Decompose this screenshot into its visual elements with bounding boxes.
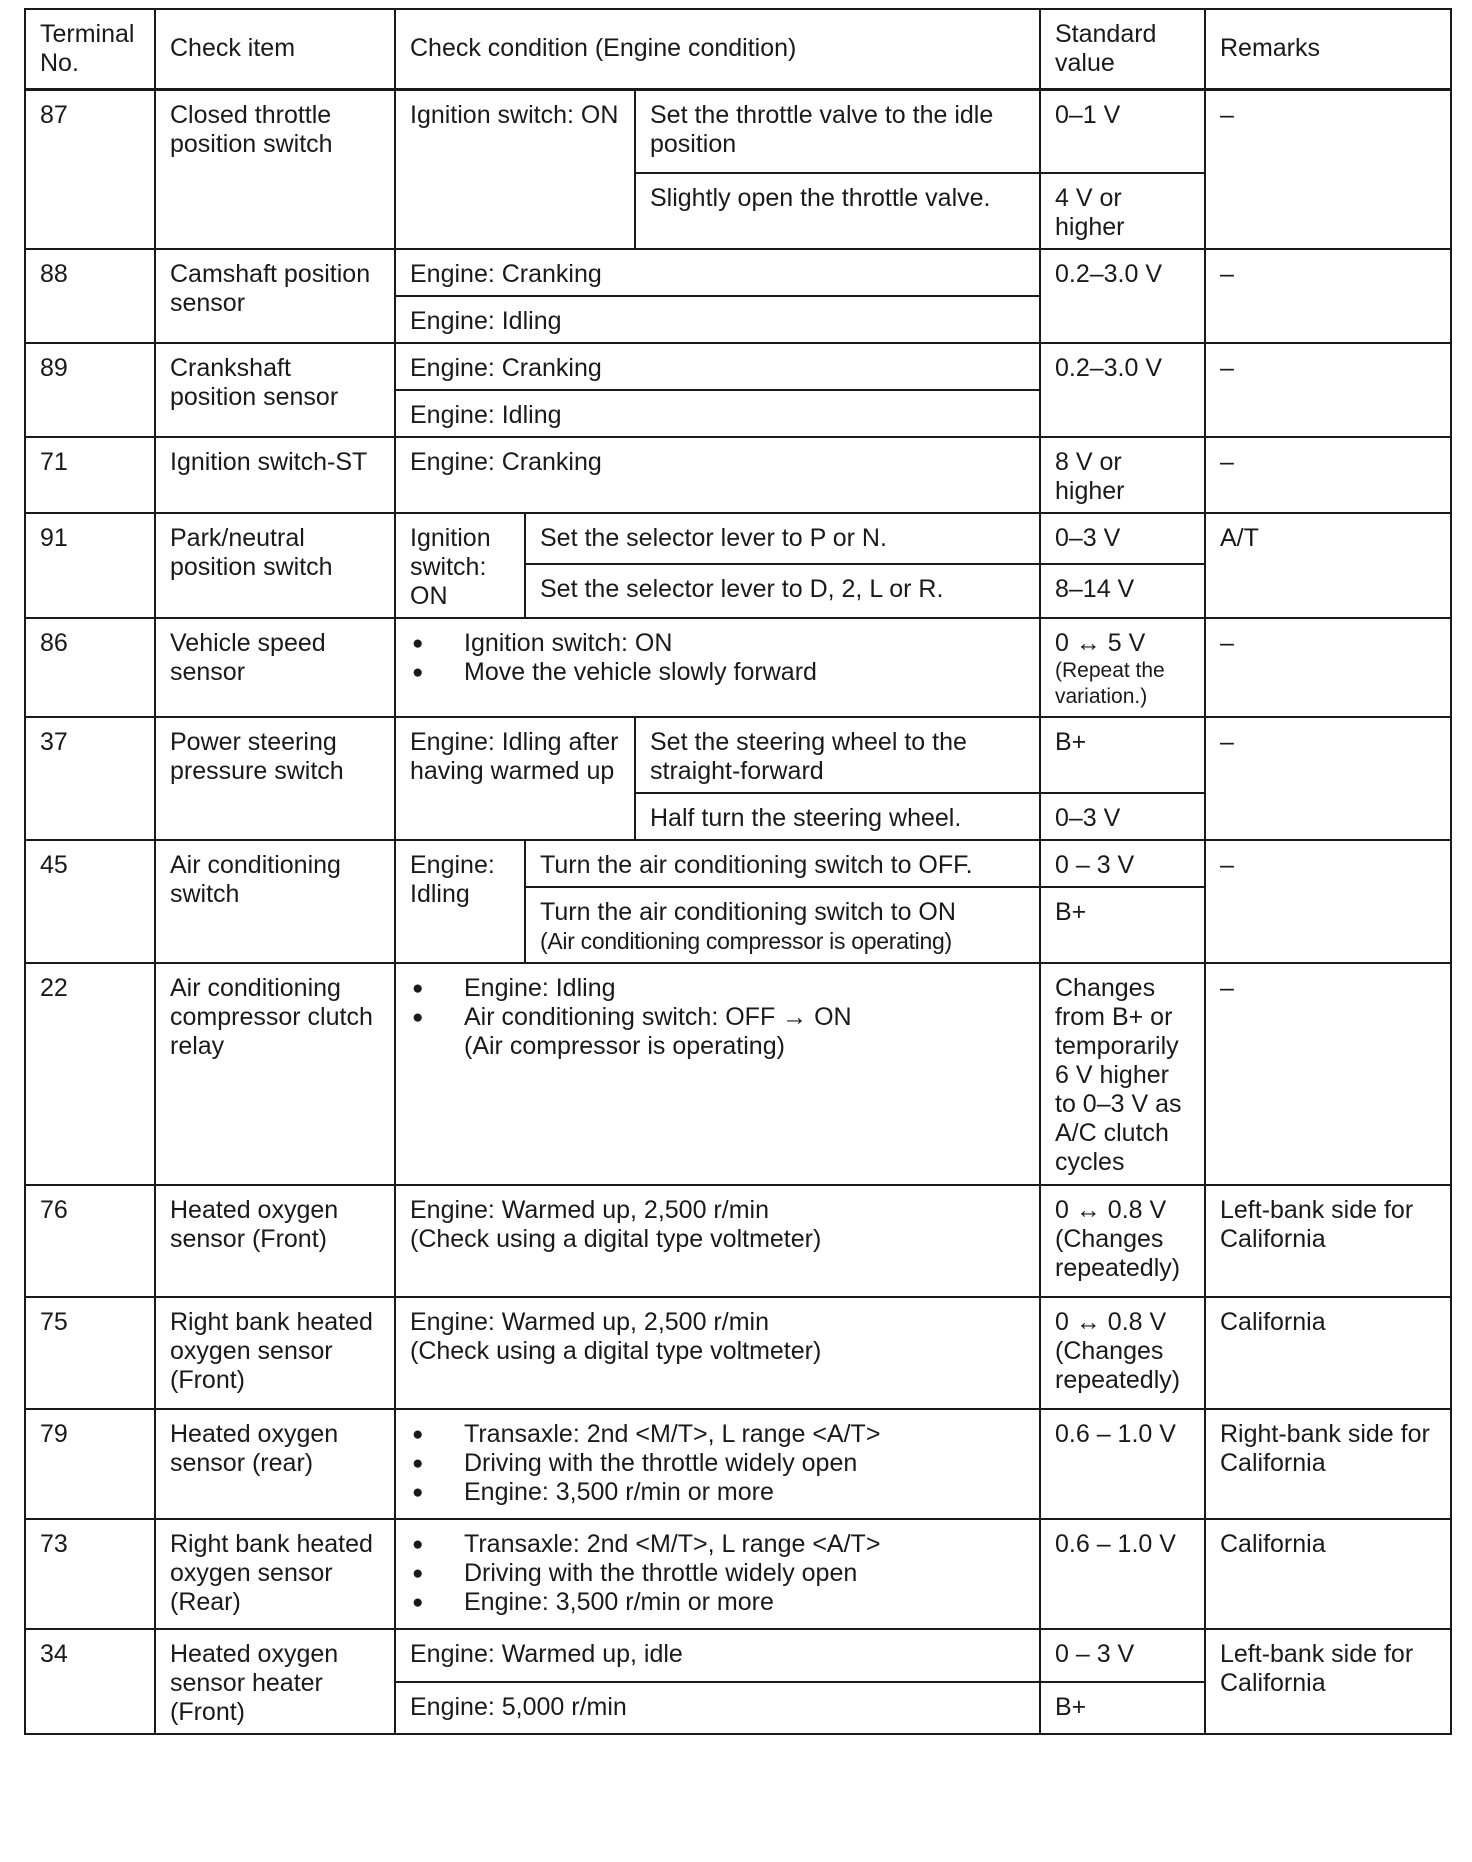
remarks: Left-bank side for California bbox=[1205, 1185, 1451, 1297]
terminal-no: 87 bbox=[25, 89, 155, 249]
check-condition bbox=[395, 1185, 1040, 1297]
list-item: ● Engine: 3,500 r/min or more bbox=[410, 1478, 1025, 1507]
check-condition bbox=[395, 1409, 1040, 1519]
check-item: Heated oxygen sensor heater (Front) bbox=[155, 1629, 395, 1734]
remarks: – bbox=[1205, 717, 1451, 840]
terminal-no: 88 bbox=[25, 249, 155, 343]
standard-value: 0–3 V bbox=[1040, 513, 1205, 564]
check-item: Air conditioning switch bbox=[155, 840, 395, 963]
terminal-no: 73 bbox=[25, 1519, 155, 1629]
check-condition: Engine: Cranking bbox=[395, 343, 1040, 390]
list-item: ● Air conditioning switch: OFF → ON bbox=[410, 1003, 1025, 1032]
table-row bbox=[25, 1629, 1451, 1682]
standard-value: 0 – 3 V bbox=[1040, 840, 1205, 887]
table-row bbox=[25, 1409, 1451, 1519]
standard-value: 0 ↔ 0.8 V (Changes repeatedly) bbox=[1040, 1185, 1205, 1297]
standard-value: 0.6 – 1.0 V bbox=[1040, 1409, 1205, 1519]
check-condition bbox=[395, 618, 1040, 717]
condition-note: (Check using a digital type voltmeter) bbox=[410, 1337, 822, 1365]
check-condition: Engine: Warmed up, idle bbox=[395, 1629, 1040, 1682]
standard-value bbox=[1040, 618, 1205, 717]
table-row bbox=[25, 249, 1451, 296]
remarks: California bbox=[1205, 1519, 1451, 1629]
remarks: A/T bbox=[1205, 513, 1451, 618]
remarks: – bbox=[1205, 249, 1451, 343]
remarks: – bbox=[1205, 618, 1451, 717]
sub-condition: Set the throttle valve to the idle position bbox=[635, 89, 1040, 173]
condition-note: (Air compressor is operating) bbox=[464, 1032, 785, 1060]
table-row bbox=[25, 840, 1451, 887]
sub-condition: Set the steering wheel to the straight-forward bbox=[635, 717, 1040, 793]
check-condition: Engine: 5,000 r/min bbox=[395, 1682, 1040, 1735]
terminal-no: 89 bbox=[25, 343, 155, 437]
standard-value: B+ bbox=[1040, 717, 1205, 793]
sub-condition: Set the selector lever to D, 2, L or R. bbox=[525, 564, 1040, 618]
condition-note: (Check using a digital type voltmeter) bbox=[410, 1225, 822, 1253]
table-row bbox=[25, 437, 1451, 513]
terminal-no: 71 bbox=[25, 437, 155, 513]
check-condition: Ignition switch: ON bbox=[395, 89, 635, 249]
header-remarks: Remarks bbox=[1205, 9, 1451, 89]
check-item: Park/neutral position switch bbox=[155, 513, 395, 618]
terminal-no: 76 bbox=[25, 1185, 155, 1297]
check-condition: Engine: Idling bbox=[395, 840, 525, 963]
check-condition: Engine: Cranking bbox=[395, 437, 1040, 513]
terminal-no: 86 bbox=[25, 618, 155, 717]
sub-condition: Set the selector lever to P or N. bbox=[525, 513, 1040, 564]
check-item: Camshaft position sensor bbox=[155, 249, 395, 343]
check-item: Heated oxygen sensor (Front) bbox=[155, 1185, 395, 1297]
check-item: Ignition switch-ST bbox=[155, 437, 395, 513]
list-item: ● Engine: Idling bbox=[410, 974, 1025, 1003]
terminal-no: 75 bbox=[25, 1297, 155, 1409]
header-terminal: Terminal No. bbox=[25, 9, 155, 89]
table-row bbox=[25, 1519, 1451, 1629]
list-item: ● Engine: 3,500 r/min or more bbox=[410, 1588, 1025, 1617]
bullet-list bbox=[410, 1530, 1025, 1617]
remarks: Left-bank side for California bbox=[1205, 1629, 1451, 1734]
standard-value: 8–14 V bbox=[1040, 564, 1205, 618]
standard-value: 0 ↔ 0.8 V (Changes repeatedly) bbox=[1040, 1297, 1205, 1409]
terminal-no: 37 bbox=[25, 717, 155, 840]
table-row bbox=[25, 1297, 1451, 1409]
check-item: Right bank heated oxygen sensor (Front) bbox=[155, 1297, 395, 1409]
header-check-condition: Check condition (Engine condition) bbox=[395, 9, 1040, 89]
standard-value: 0–1 V bbox=[1040, 89, 1205, 173]
standard-value: Changes from B+ or temporarily 6 V higher to 0–3 V as A/C clutch cycles bbox=[1040, 963, 1205, 1185]
check-item: Vehicle speed sensor bbox=[155, 618, 395, 717]
bullet-list bbox=[410, 1420, 1025, 1507]
bullet-list bbox=[410, 974, 1025, 1032]
terminal-no: 34 bbox=[25, 1629, 155, 1734]
check-condition: Engine: Cranking bbox=[395, 249, 1040, 296]
check-item: Air conditioning compressor clutch relay bbox=[155, 963, 395, 1185]
list-item: ● Ignition switch: ON bbox=[410, 629, 1025, 658]
standard-value: 0 – 3 V bbox=[1040, 1629, 1205, 1682]
remarks: – bbox=[1205, 89, 1451, 249]
table-row bbox=[25, 1185, 1451, 1297]
remarks: – bbox=[1205, 963, 1451, 1185]
terminal-no: 22 bbox=[25, 963, 155, 1185]
remarks: – bbox=[1205, 840, 1451, 963]
terminal-no: 79 bbox=[25, 1409, 155, 1519]
header-standard-value: Standard value bbox=[1040, 9, 1205, 89]
check-condition: Ignition switch: ON bbox=[395, 513, 525, 618]
standard-value: 0.6 – 1.0 V bbox=[1040, 1519, 1205, 1629]
check-item: Crankshaft position sensor bbox=[155, 343, 395, 437]
check-item: Closed throttle position switch bbox=[155, 89, 395, 249]
condition-text: Engine: Warmed up, 2,500 r/min bbox=[410, 1308, 769, 1336]
sub-condition-note: (Air conditioning compressor is operating) bbox=[540, 928, 952, 954]
table-row bbox=[25, 89, 1451, 173]
standard-value: 4 V or higher bbox=[1040, 173, 1205, 249]
sub-condition: Slightly open the throttle valve. bbox=[635, 173, 1040, 249]
list-item: ● Move the vehicle slowly forward bbox=[410, 658, 1025, 687]
remarks: – bbox=[1205, 343, 1451, 437]
remarks: Right-bank side for California bbox=[1205, 1409, 1451, 1519]
check-condition bbox=[395, 963, 1040, 1185]
remarks: – bbox=[1205, 437, 1451, 513]
check-item: Right bank heated oxygen sensor (Rear) bbox=[155, 1519, 395, 1629]
standard-value: B+ bbox=[1040, 887, 1205, 963]
header-row bbox=[25, 9, 1451, 89]
list-item: ● Transaxle: 2nd <M/T>, L range <A/T> bbox=[410, 1420, 1025, 1449]
standard-value: 0.2–3.0 V bbox=[1040, 343, 1205, 437]
remarks: California bbox=[1205, 1297, 1451, 1409]
table-row bbox=[25, 618, 1451, 717]
standard-value: B+ bbox=[1040, 1682, 1205, 1735]
table-row bbox=[25, 963, 1451, 1185]
list-item: ● Driving with the throttle widely open bbox=[410, 1559, 1025, 1588]
terminal-check-table bbox=[24, 8, 1452, 1735]
check-condition bbox=[395, 1297, 1040, 1409]
table-row bbox=[25, 717, 1451, 793]
list-item: ● Transaxle: 2nd <M/T>, L range <A/T> bbox=[410, 1530, 1025, 1559]
list-item: ● Driving with the throttle widely open bbox=[410, 1449, 1025, 1478]
table-row bbox=[25, 513, 1451, 564]
standard-value: 8 V or higher bbox=[1040, 437, 1205, 513]
sub-condition-text: Turn the air conditioning switch to ON bbox=[540, 898, 956, 926]
sub-condition: Turn the air conditioning switch to OFF. bbox=[525, 840, 1040, 887]
sub-condition: Half turn the steering wheel. bbox=[635, 793, 1040, 840]
value-text: 0 ↔ 5 V bbox=[1055, 629, 1146, 657]
standard-value: 0–3 V bbox=[1040, 793, 1205, 840]
table-row bbox=[25, 343, 1451, 390]
check-condition: Engine: Idling after having warmed up bbox=[395, 717, 635, 840]
terminal-no: 45 bbox=[25, 840, 155, 963]
check-item: Heated oxygen sensor (rear) bbox=[155, 1409, 395, 1519]
check-condition: Engine: Idling bbox=[395, 296, 1040, 343]
check-item: Power steering pressure switch bbox=[155, 717, 395, 840]
check-condition: Engine: Idling bbox=[395, 390, 1040, 437]
condition-text: Engine: Warmed up, 2,500 r/min bbox=[410, 1196, 769, 1224]
inspection-sheet bbox=[24, 8, 1450, 1735]
header-check-item: Check item bbox=[155, 9, 395, 89]
bullet-list bbox=[410, 629, 1025, 687]
terminal-no: 91 bbox=[25, 513, 155, 618]
check-condition bbox=[395, 1519, 1040, 1629]
standard-value: 0.2–3.0 V bbox=[1040, 249, 1205, 343]
value-note: (Repeat the variation.) bbox=[1055, 659, 1165, 708]
sub-condition bbox=[525, 887, 1040, 963]
